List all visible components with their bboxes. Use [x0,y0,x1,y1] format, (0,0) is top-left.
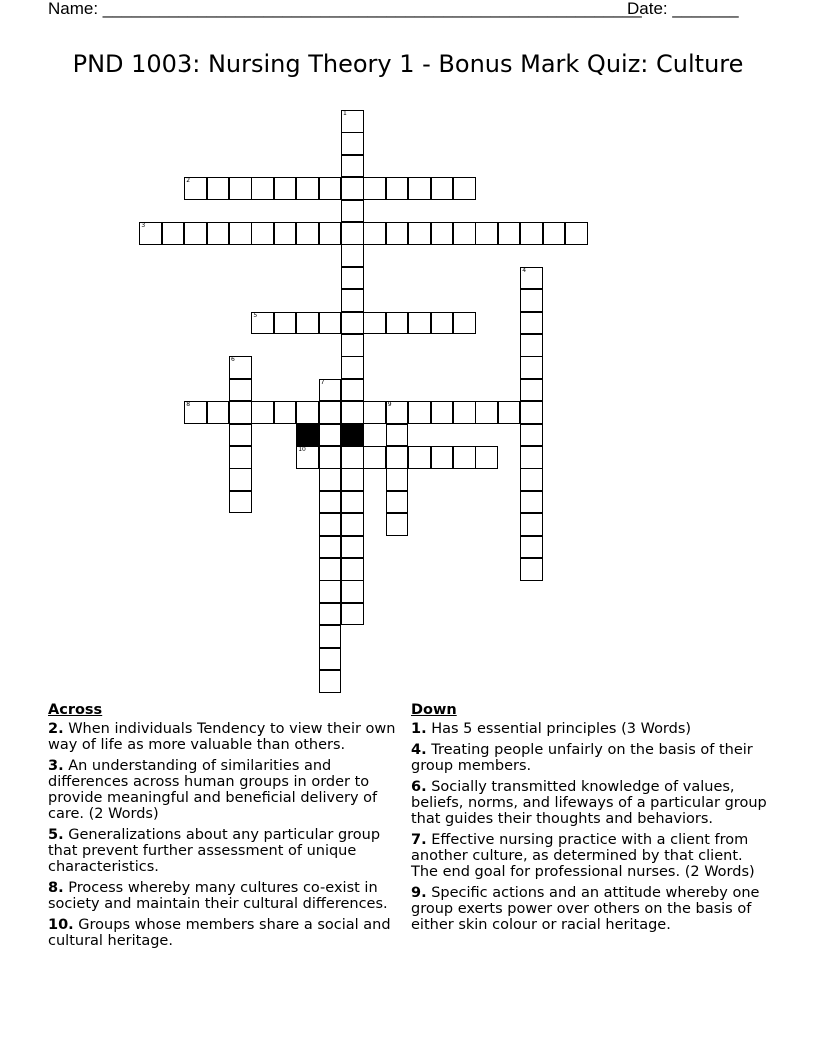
grid-cell[interactable] [319,446,342,469]
clue-number: 6 [231,356,235,364]
grid-cell[interactable] [341,558,364,581]
grid-cell[interactable] [408,222,431,245]
grid-cell[interactable] [363,446,386,469]
grid-cell[interactable] [453,312,476,335]
grid-cell[interactable] [341,334,364,357]
grid-cell[interactable] [431,446,454,469]
grid-block [341,424,364,447]
grid-cell[interactable] [341,110,364,133]
grid-cell[interactable] [274,177,297,200]
clue-number-label: 6. [411,779,427,795]
clue-number: 9 [387,401,392,409]
grid-cell[interactable] [386,468,409,491]
grid-cell[interactable] [386,401,409,424]
grid-cell[interactable] [319,580,342,603]
down-clue-list [411,721,771,933]
clue-number: 8 [186,401,191,409]
grid-cell[interactable] [520,536,543,559]
grid-cell[interactable] [184,177,207,200]
grid-cell[interactable] [319,625,342,648]
grid-cell[interactable] [520,379,543,402]
page-title: PND 1003: Nursing Theory 1 - Bonus Mark Quiz: Culture [72,50,744,78]
grid-cell[interactable] [520,468,543,491]
across-clue-list [48,721,404,949]
across-clue [48,827,404,875]
grid-cell[interactable] [274,312,297,335]
grid-cell[interactable] [341,289,364,312]
grid-cell[interactable] [453,446,476,469]
grid-cell[interactable] [341,132,364,155]
grid-cell[interactable] [296,222,319,245]
grid-cell[interactable] [319,558,342,581]
grid-cell[interactable] [520,312,543,335]
grid-cell[interactable] [341,222,364,245]
across-heading: Across [48,702,103,718]
grid-cell[interactable] [431,177,454,200]
grid-cell[interactable] [431,312,454,335]
grid-cell[interactable] [341,267,364,290]
grid-cell[interactable] [251,222,274,245]
grid-cell[interactable] [229,468,252,491]
grid-cell[interactable] [229,379,252,402]
grid-cell[interactable] [475,401,498,424]
across-clue [48,758,404,822]
grid-cell[interactable] [431,401,454,424]
grid-cell[interactable] [296,446,319,469]
grid-cell[interactable] [386,513,409,536]
grid-cell[interactable] [543,222,566,245]
clue-number: 5 [253,311,258,319]
grid-cell[interactable] [319,536,342,559]
grid-cell[interactable] [453,222,476,245]
grid-cell[interactable] [296,177,319,200]
clue-number-label: 4. [411,742,427,758]
grid-cell[interactable] [520,334,543,357]
grid-cell[interactable] [319,424,342,447]
clue-text: Groups whose members share a social and cultural heritage. [48,917,391,949]
grid-cell[interactable] [207,177,230,200]
grid-cell[interactable] [475,446,498,469]
clue-number-label: 9. [411,885,427,901]
grid-cell[interactable] [498,401,521,424]
grid-cell[interactable] [341,513,364,536]
grid-cell[interactable] [520,446,543,469]
clue-number-label: 8. [48,880,64,896]
grid-cell[interactable] [229,401,252,424]
grid-cell[interactable] [475,222,498,245]
clue-text: Generalizations about any particular group that prevent further assessment of unique characteristics. [48,827,381,875]
grid-cell[interactable] [229,491,252,514]
grid-cell[interactable] [341,536,364,559]
grid-cell[interactable] [386,424,409,447]
grid-cell[interactable] [319,379,342,402]
clue-number-label: 7. [411,832,427,848]
grid-cell[interactable] [296,312,319,335]
clue-text: When individuals Tendency to view their own way of life as more valuable than others. [48,721,396,753]
grid-cell[interactable] [319,222,342,245]
down-clue [411,721,771,737]
grid-cell[interactable] [319,670,342,693]
clue-number: 2 [186,177,191,185]
grid-cell[interactable] [453,177,476,200]
grid-cell[interactable] [341,155,364,178]
grid-cell[interactable] [207,222,230,245]
grid-cell[interactable] [565,222,588,245]
grid-cell[interactable] [251,401,274,424]
grid-cell[interactable] [341,603,364,626]
clue-text: Process whereby many cultures co-exist in society and maintain their cultural differences. [48,880,388,912]
grid-cell[interactable] [386,177,409,200]
grid-cell[interactable] [408,401,431,424]
grid-cell[interactable] [319,177,342,200]
grid-cell[interactable] [453,401,476,424]
grid-cell[interactable] [520,424,543,447]
grid-cell[interactable] [184,401,207,424]
grid-cell[interactable] [319,648,342,671]
grid-cell[interactable] [363,401,386,424]
grid-cell[interactable] [341,491,364,514]
grid-cell[interactable] [341,580,364,603]
grid-cell[interactable] [341,200,364,223]
grid-cell[interactable] [341,177,364,200]
clue-number-label: 1. [411,721,427,737]
grid-cell[interactable] [386,491,409,514]
grid-cell[interactable] [274,401,297,424]
clue-text: Has 5 essential principles (3 Words) [426,721,692,737]
clue-text: Treating people unfairly on the basis of their group members. [411,742,753,774]
clue-number-label: 5. [48,827,64,843]
grid-cell[interactable] [341,468,364,491]
grid-cell[interactable] [319,468,342,491]
grid-cell[interactable] [274,222,297,245]
clue-text: Effective nursing practice with a client from another culture, as determined by that client. The end goal for professional nurses. (2 Words) [411,832,755,880]
grid-cell[interactable] [296,401,319,424]
grid-cell[interactable] [229,424,252,447]
grid-cell[interactable] [341,356,364,379]
clue-number-label: 10. [48,917,74,933]
clue-number-label: 2. [48,721,64,737]
grid-cell[interactable] [319,491,342,514]
grid-cell[interactable] [229,356,252,379]
grid-cell[interactable] [520,356,543,379]
grid-cell[interactable] [319,312,342,335]
grid-cell[interactable] [408,446,431,469]
clue-number: 4 [522,266,527,274]
clue-number: 7 [320,378,325,386]
across-clue [48,880,404,912]
down-clue [411,779,771,827]
name-field-label: Name: _________________________________________________________ [48,0,642,18]
grid-cell[interactable] [520,491,543,514]
down-clue [411,885,771,933]
grid-cell[interactable] [251,312,274,335]
grid-cell[interactable] [319,513,342,536]
grid-cell[interactable] [207,401,230,424]
clue-number: 10 [298,446,306,453]
grid-cell[interactable] [363,222,386,245]
grid-cell[interactable] [386,446,409,469]
grid-cell[interactable] [431,222,454,245]
grid-cell[interactable] [229,446,252,469]
across-clue [48,917,404,949]
grid-cell[interactable] [520,222,543,245]
grid-cell[interactable] [408,177,431,200]
grid-cell[interactable] [520,513,543,536]
grid-cell[interactable] [341,312,364,335]
grid-cell[interactable] [408,312,431,335]
grid-cell[interactable] [520,289,543,312]
grid-cell[interactable] [520,267,543,290]
grid-block [296,424,319,447]
grid-cell[interactable] [184,222,207,245]
grid-cell[interactable] [363,177,386,200]
grid-cell[interactable] [341,401,364,424]
grid-cell[interactable] [386,222,409,245]
grid-cell[interactable] [363,312,386,335]
down-heading: Down [411,702,457,718]
grid-cell[interactable] [162,222,185,245]
across-clues [48,702,404,954]
grid-cell[interactable] [520,558,543,581]
clue-text: Socially transmitted knowledge of values, beliefs, norms, and lifeways of a particular group that guides their thoughts and behaviors. [411,779,767,827]
grid-cell[interactable] [341,379,364,402]
grid-cell[interactable] [319,603,342,626]
grid-cell[interactable] [229,177,252,200]
clue-text: Specific actions and an attitude whereby one group exerts power over others on the basis of either skin colour or racial heritage. [411,885,760,933]
grid-cell[interactable] [498,222,521,245]
down-clue [411,742,771,774]
grid-cell[interactable] [251,177,274,200]
clue-number-label: 3. [48,758,64,774]
date-field-label: Date: _______ [627,0,739,18]
down-clues [411,702,771,938]
clue-number: 1 [343,110,347,117]
down-clue [411,832,771,880]
grid-cell[interactable] [386,312,409,335]
grid-cell[interactable] [229,222,252,245]
grid-cell[interactable] [139,222,162,245]
clue-text: An understanding of similarities and differences across human groups in order to provide meaningful and beneficial delivery of care. (2 Words) [48,758,378,822]
grid-cell[interactable] [341,446,364,469]
grid-cell[interactable] [520,401,543,424]
clue-number: 3 [141,222,146,229]
grid-cell[interactable] [341,244,364,267]
grid-cell[interactable] [319,401,342,424]
across-clue [48,721,404,753]
